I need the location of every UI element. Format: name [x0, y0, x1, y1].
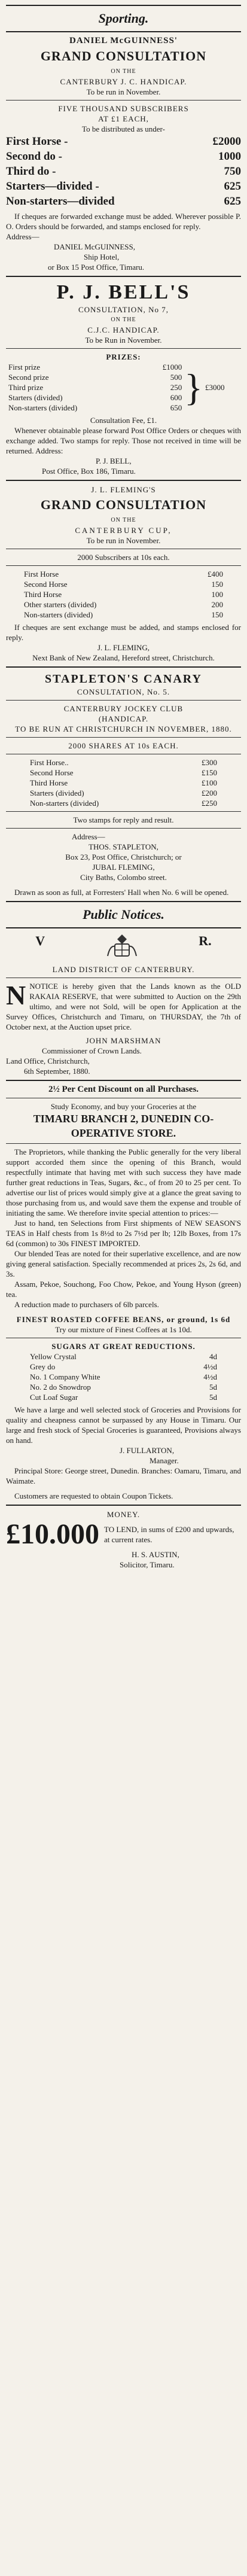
coupon-note: Customers are requested to obtain Coupon Tickets. [14, 1491, 173, 1500]
drop-cap: N [6, 980, 26, 1010]
divider [6, 5, 241, 6]
prize-row: Non-starters (divided) 150 [24, 610, 223, 619]
address-line: THOS. STAPLETON, [89, 842, 158, 851]
store-name: TIMARU BRANCH 2, DUNEDIN CO-OPERATIVE STORE. [33, 1113, 214, 1139]
money-amount: £10.000 [6, 1518, 99, 1550]
club-name: CANTERBURY JOCKEY CLUB [63, 704, 184, 713]
prize-list [6, 362, 182, 413]
discount-line: 2½ Per Cent Discount on all Purchases. [48, 1085, 199, 1094]
race-name: CANTERBURY J. C. HANDICAP. [60, 77, 187, 86]
manager-role: Manager. [150, 1456, 179, 1465]
date-line: 6th September, 1880. [24, 1067, 90, 1076]
prize-row: First Horse £400 [24, 570, 223, 578]
ad-fleming [6, 485, 241, 663]
crest-letter: R. [199, 933, 212, 948]
prize-row: First Horse.. £300 [30, 758, 217, 767]
handicap-name: (HANDICAP. [98, 714, 149, 723]
prize-row: First Horse - £2000 [6, 135, 241, 148]
coffee-line: FINEST ROASTED COFFEE BEANS, or ground, 1s 6d [16, 1315, 231, 1324]
notice-land [6, 964, 241, 1076]
on-the-text: ON THE [111, 517, 136, 523]
address-line: DANIEL McGUINNESS, [54, 242, 136, 251]
address-name: J. L. FLEMING, [97, 643, 150, 652]
coop-teas: Just to hand, ten Selections from First shipments of NEW SEASON'S TEAS in Half chests from 1s 8½d to 2s 7½d per lb; 12lb Boxes, from 17s 6d (common) to 30s FINEST IMPORTED. [6, 1219, 241, 1248]
address-label: Address— [72, 832, 105, 841]
prize-row: Non-starters (divided) £250 [30, 799, 217, 808]
sugar-row: Grey do 4½d [30, 1362, 217, 1371]
prize-row: Third do - 750 [6, 165, 241, 178]
address-line: Post Office, Box 186, Timaru. [42, 467, 136, 476]
prize-row: Non-starters—divided 625 [6, 195, 241, 208]
divider [6, 901, 241, 902]
divider [6, 348, 241, 349]
mixture-line: Try our mixture of Finest Coffees at 1s 10d. [55, 1325, 192, 1334]
prize-row: First prize £1000 [8, 363, 182, 372]
sugar-row: Yellow Crystal 4d [30, 1352, 217, 1361]
money-title: MONEY. [106, 1510, 141, 1519]
price-each: AT £1 EACH, [98, 114, 149, 123]
divider [6, 565, 241, 566]
address-line: P. J. BELL, [96, 456, 132, 465]
newspaper-column [6, 0, 241, 1570]
study-line: Study Economy, and buy your Groceries at the [50, 1102, 197, 1111]
divider [6, 828, 241, 829]
ad-title: GRAND CONSULTATION [40, 48, 207, 63]
address-line: Box 23, Post Office, Christchurch; or [65, 852, 182, 861]
divider [6, 927, 241, 928]
distribution-note: To be distributed as under- [82, 124, 165, 133]
divider [6, 666, 241, 668]
sugar-row: No. 2 do Snowdrop 5d [30, 1383, 217, 1391]
prize-row: Starters (divided) £200 [30, 788, 217, 797]
ad-mcguinness [6, 36, 241, 272]
section-banner-sporting: Sporting. [98, 11, 149, 26]
consultation-number: CONSULTATION, No 7, [78, 305, 169, 314]
divider [6, 276, 241, 277]
ad-stapleton [6, 671, 241, 897]
prize-row: Other starters (divided) 200 [24, 600, 223, 609]
signatory-name: JOHN MARSHMAN [86, 1036, 161, 1045]
ad-title: STAPLETON'S CANARY [45, 672, 202, 686]
manager-name: J. FULLARTON, [120, 1446, 175, 1455]
coop-assam: Assam, Pekoe, Souchong, Foo Chow, Pekoe, and Young Hyson (green) tea. [6, 1280, 241, 1299]
prize-row: Second Horse 150 [24, 580, 223, 589]
divider [6, 1080, 241, 1081]
notice-body: NNOTICE is hereby given that the Lands known as the OLD RAKAIA RESERVE, that were submitted to Auction on the 29th ultimo, and were not Sold, will be open for Application at the Survey Offices, Christchurch and Timaru, on THURSDAY, the 7th of October next, at the Auction upset price. [6, 980, 241, 1031]
prize-row: Non-starters (divided) 650 [8, 403, 182, 412]
ad-header: DANIEL McGUINNESS' [69, 36, 178, 45]
prize-row: Second prize 500 [8, 373, 182, 382]
race-name: C.J.C. HANDICAP. [87, 325, 160, 334]
sugar-row: Cut Loaf Sugar 5d [30, 1393, 217, 1402]
signatory-role: Commissioner of Crown Lands. [42, 1046, 142, 1055]
divider [6, 737, 241, 738]
ad-title: GRAND CONSULTATION [40, 497, 207, 512]
subscribers: FIVE THOUSAND SUBSCRIBERS [58, 104, 189, 113]
run-date: To be run in November. [86, 87, 161, 96]
address-label: Address— [6, 232, 39, 241]
address-line: Ship Hotel, [84, 252, 120, 261]
sugar-list [6, 1351, 241, 1402]
principal-store: Principal Store: George street, Dunedin. Branches: Oamaru, Timaru, and Waimate. [6, 1466, 241, 1485]
run-date: TO BE RUN AT CHRISTCHURCH IN NOVEMBER, 1880. [15, 724, 232, 733]
prize-block [6, 362, 241, 413]
brace-glyph: } [184, 366, 203, 409]
stamps-note: Two stamps for reply and result. [73, 815, 174, 824]
ad-note: If cheques are sent exchange must be added, and stamps enclosed for reply. [6, 623, 241, 642]
shares: 2000 SHARES AT 10s EACH. [68, 741, 179, 750]
coop-stock: We have a large and well selected stock of Groceries and Provisions for quality and cheapness cannot be surpassed by any House in Timaru. Our large and fresh stock of Special Groceries is guaranteed, Provisions always on hand. [6, 1405, 241, 1445]
prize-row: Starters—divided - 625 [6, 180, 241, 193]
consultation-fee: Consultation Fee, £1. [90, 416, 157, 425]
prize-list [6, 569, 241, 620]
ad-note: Whenever obtainable please forward Post Office Orders or cheques with exchange added. Two stamps for reply. Those not received in time will be returned. Address: [6, 426, 241, 455]
money-offer [6, 1520, 241, 1549]
sugar-row: No. 1 Company White 4½d [30, 1372, 217, 1381]
divider [6, 1143, 241, 1144]
subscribers: 2000 Subscribers at 10s each. [77, 553, 170, 562]
notice-title: LAND DISTRICT OF CANTERBURY. [52, 965, 195, 974]
coop-body: The Proprietors, while thanking the Public generally for the very liberal support accorded them since the opening of this Branch, would respectfully intimate that having met with such success they have made further great reductions in Teas, Sugars, &c., of from 20 to 25 per cent. To advertise our list of prices would simply give at a glance the great saving to those purchasing from us, and would save them the expense and trouble of initiating the same. We therefore invite special attention to prices:— [6, 1147, 241, 1217]
money-text: TO LEND, in sums of £200 and upwards, at current rates. [104, 1525, 234, 1544]
sugars-title: SUGARS AT GREAT REDUCTIONS. [51, 1342, 196, 1351]
divider [6, 480, 241, 481]
address-line: City Baths, Colombo street. [80, 873, 167, 882]
divider [6, 700, 241, 701]
ad-coop-store [6, 1085, 241, 1501]
address-line: Next Bank of New Zealand, Hereford street, Christchurch. [32, 653, 215, 662]
solicitor-name: H. S. AUSTIN, [132, 1550, 179, 1559]
ad-note: Drawn as soon as full, at Forresters' Hall when No. 6 will be opened. [14, 888, 229, 897]
prize-list [6, 134, 241, 209]
ad-money [6, 1509, 241, 1570]
office-line: Land Office, Christchurch, [6, 1056, 90, 1065]
run-date: To be Run in November. [85, 336, 162, 345]
crest-letter: V [35, 933, 45, 948]
prize-row: Second Horse £150 [30, 768, 217, 777]
coat-of-arms-icon [104, 932, 140, 960]
prize-list [6, 757, 241, 808]
prize-row: Third prize 250 [8, 383, 182, 392]
divider [6, 1505, 241, 1506]
address-line: JUBAL FLEMING, [92, 863, 155, 872]
ad-title: P. J. BELL'S [56, 281, 191, 303]
section-banner-public-notices: Public Notices. [83, 907, 164, 922]
prize-row: Starters (divided) 600 [8, 393, 182, 402]
prize-row: Third Horse 100 [24, 590, 223, 599]
royal-crest [6, 932, 241, 960]
ad-bell [6, 281, 241, 476]
divider [6, 100, 241, 101]
race-name: CANTERBURY CUP, [75, 526, 172, 535]
run-date: To be run in November. [86, 536, 161, 545]
address-line: or Box 15 Post Office, Timaru. [48, 263, 145, 272]
solicitor-role: Solicitor, Timaru. [120, 1560, 175, 1569]
divider [6, 31, 241, 32]
on-the-text: ON THE [111, 316, 136, 323]
prize-total: £3000 [205, 383, 225, 392]
coop-reduction: A reduction made to purchasers of 6lb parcels. [14, 1300, 159, 1309]
prizes-label: PRIZES: [106, 352, 141, 361]
coop-blended: Our blended Teas are noted for their superlative excellence, and are now giving general satisfaction. Specially recommended at prices 2s, 2s 6d, and 3s. [6, 1249, 241, 1278]
consultation-number: CONSULTATION, No. 5. [77, 687, 170, 696]
on-the-text: ON THE [111, 68, 136, 75]
prize-row: Second do - 1000 [6, 150, 241, 163]
divider [6, 811, 241, 812]
prize-row: Third Horse £100 [30, 778, 217, 787]
ad-note: If cheques are forwarded exchange must be added. Wherever possible P. O. Orders should be forwarded, and stamps enclosed for reply. [6, 212, 241, 231]
ad-header: J. L. FLEMING'S [91, 485, 156, 494]
